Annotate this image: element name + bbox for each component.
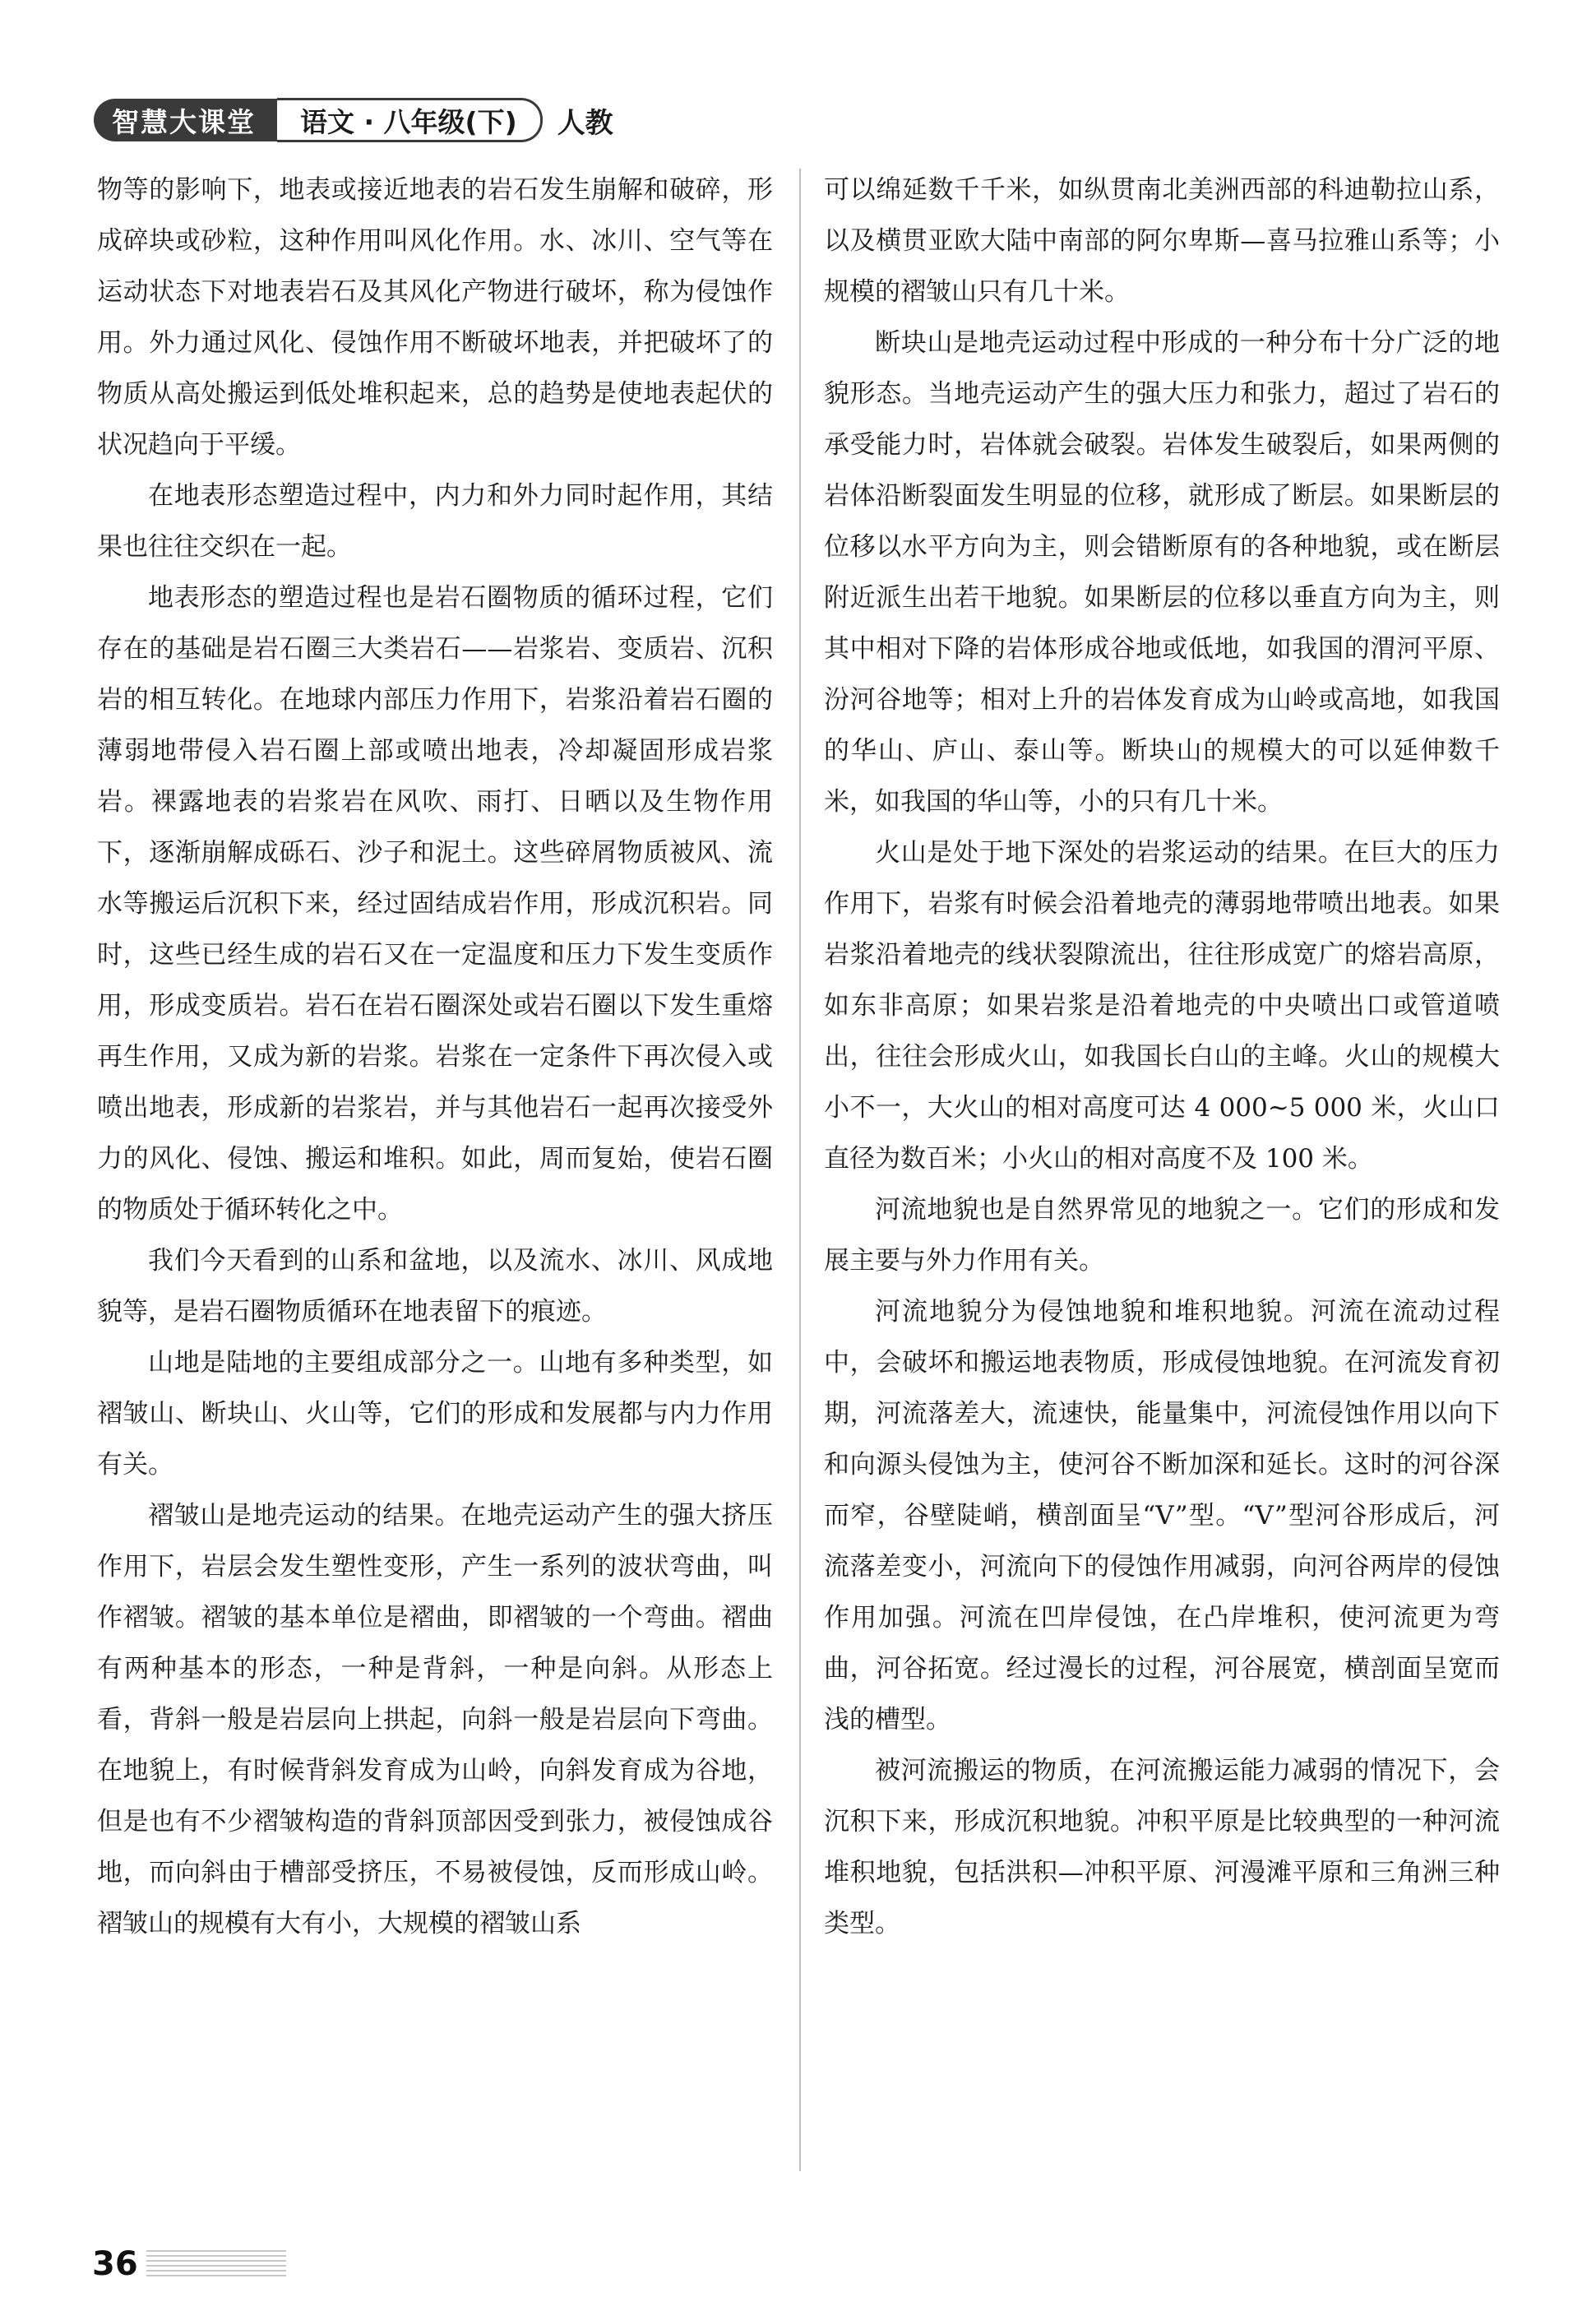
paragraph: 断块山是地壳运动过程中形成的一种分布十分广泛的地貌形态。当地壳运动产生的强大压力和张力，超过了岩石的承受能力时，岩体就会破裂。岩体发生破裂后，如果两侧的岩体沿断裂面发生明显的位移，就形成了断层。如果断层的位移以水平方向为主，则会错断原有的各种地貌，或在断层附近派生出若干地貌。如果断层的位移以垂直方向为主，则其中相对下降的岩体形成谷地或低地，如我国的渭河平原、汾河谷地等；相对上升的岩体发育成为山岭或高地，如我国的华山、庐山、泰山等。断块山的规模大的可以延伸数千米，如我国的华山等，小的只有几十米。 bbox=[824, 328, 1500, 817]
paragraph: 河流地貌分为侵蚀地貌和堆积地貌。河流在流动过程中，会破坏和搬运地表物质，形成侵蚀地貌。在河流发育初期，河流落差大，流速快，能量集中，河流侵蚀作用以向下和向源头侵蚀为主，使河谷不断加深和延长。这时的河谷深而窄，谷壁陡峭，横剖面呈“V”型。“V”型河谷形成后，河流落差变小，河流向下的侵蚀作用减弱，向河谷两岸的侵蚀作用加强。河流在凹岸侵蚀，在凸岸堆积，使河流更为弯曲，河谷拓宽。经过漫长的过程，河谷展宽，横剖面呈宽而浅的槽型。 bbox=[824, 1297, 1500, 1734]
subject-grade-label: 语文 · 八年级(下) bbox=[277, 98, 543, 142]
paragraph: 火山是处于地下深处的岩浆运动的结果。在巨大的压力作用下，岩浆有时候会沿着地壳的薄弱地带喷出地表。如果岩浆沿着地壳的线状裂隙流出，往往形成宽广的熔岩高原，如东非高原；如果岩浆是沿着地壳的中央喷出口或管道喷出，往往会形成火山，如我国长白山的主峰。火山的规模大小不一，大火山的相对高度可达 4 000~5 000 米，火山口直径为数百米；小火山的相对高度不及 100 米。 bbox=[824, 838, 1500, 1174]
right-column bbox=[824, 164, 1500, 1949]
edition-label: 人教 bbox=[557, 106, 613, 140]
paragraph: 在地表形态塑造过程中，内力和外力同时起作用，其结果也往往交织在一起。 bbox=[97, 481, 773, 562]
paragraph: 褶皱山是地壳运动的结果。在地壳运动产生的强大挤压作用下，岩层会发生塑性变形，产生一系列的波状弯曲，叫作褶皱。褶皱的基本单位是褶曲，即褶皱的一个弯曲。褶曲有两种基本的形态，一种是背斜，一种是向斜。从形态上看，背斜一般是岩层向上拱起，向斜一般是岩层向下弯曲。在地貌上，有时候背斜发育成为山岭，向斜发育成为谷地，但是也有不少褶皱构造的背斜顶部因受到张力，被侵蚀成谷地，而向斜由于槽部受挤压，不易被侵蚀，反而形成山岭。褶皱山的规模有大有小，大规模的褶皱山系 bbox=[97, 1501, 773, 1938]
paragraph: 物等的影响下，地表或接近地表的岩石发生崩解和破碎，形成碎块或砂粒，这种作用叫风化作用。水、冰川、空气等在运动状态下对地表岩石及其风化产物进行破坏，称为侵蚀作用。外力通过风化、侵蚀作用不断破坏地表，并把破坏了的物质从高处搬运到低处堆积起来，总的趋势是使地表起伏的状况趋向于平缓。 bbox=[97, 175, 773, 460]
paragraph: 山地是陆地的主要组成部分之一。山地有多种类型，如褶皱山、断块山、火山等，它们的形成和发展都与内力作用有关。 bbox=[97, 1348, 773, 1480]
paragraph: 地表形态的塑造过程也是岩石圈物质的循环过程，它们存在的基础是岩石圈三大类岩石——岩浆岩、变质岩、沉积岩的相互转化。在地球内部压力作用下，岩浆沿着岩石圈的薄弱地带侵入岩石圈上部或喷出地表，冷却凝固形成岩浆岩。裸露地表的岩浆岩在风吹、雨打、日晒以及生物作用下，逐渐崩解成砾石、沙子和泥土。这些碎屑物质被风、流水等搬运后沉积下来，经过固结成岩作用，形成沉积岩。同时，这些已经生成的岩石又在一定温度和压力下发生变质作用，形成变质岩。岩石在岩石圈深处或岩石圈以下发生重熔再生作用，又成为新的岩浆。岩浆在一定条件下再次侵入或喷出地表，形成新的岩浆岩，并与其他岩石一起再次接受外力的风化、侵蚀、搬运和堆积。如此，周而复始，使岩石圈的物质处于循环转化之中。 bbox=[97, 583, 773, 1225]
column-divider bbox=[799, 169, 801, 2171]
paragraph: 可以绵延数千千米，如纵贯南北美洲西部的科迪勒拉山系，以及横贯亚欧大陆中南部的阿尔卑斯—喜马拉雅山系等；小规模的褶皱山只有几十米。 bbox=[824, 175, 1500, 307]
left-column bbox=[97, 164, 773, 1949]
paragraph: 我们今天看到的山系和盆地，以及流水、冰川、风成地貌等，是岩石圈物质循环在地表留下的痕迹。 bbox=[97, 1246, 773, 1327]
series-brand: 智慧大课堂 bbox=[94, 99, 277, 141]
page-footer bbox=[92, 2245, 286, 2283]
footer-decoration bbox=[146, 2250, 286, 2278]
paragraph: 河流地貌也是自然界常见的地貌之一。它们的形成和发展主要与外力作用有关。 bbox=[824, 1195, 1500, 1276]
page-header bbox=[94, 97, 613, 143]
paragraph: 被河流搬运的物质，在河流搬运能力减弱的情况下，会沉积下来，形成沉积地貌。冲积平原是比较典型的一种河流堆积地貌，包括洪积—冲积平原、河漫滩平原和三角洲三种类型。 bbox=[824, 1756, 1500, 1938]
page-number: 36 bbox=[92, 2245, 138, 2283]
